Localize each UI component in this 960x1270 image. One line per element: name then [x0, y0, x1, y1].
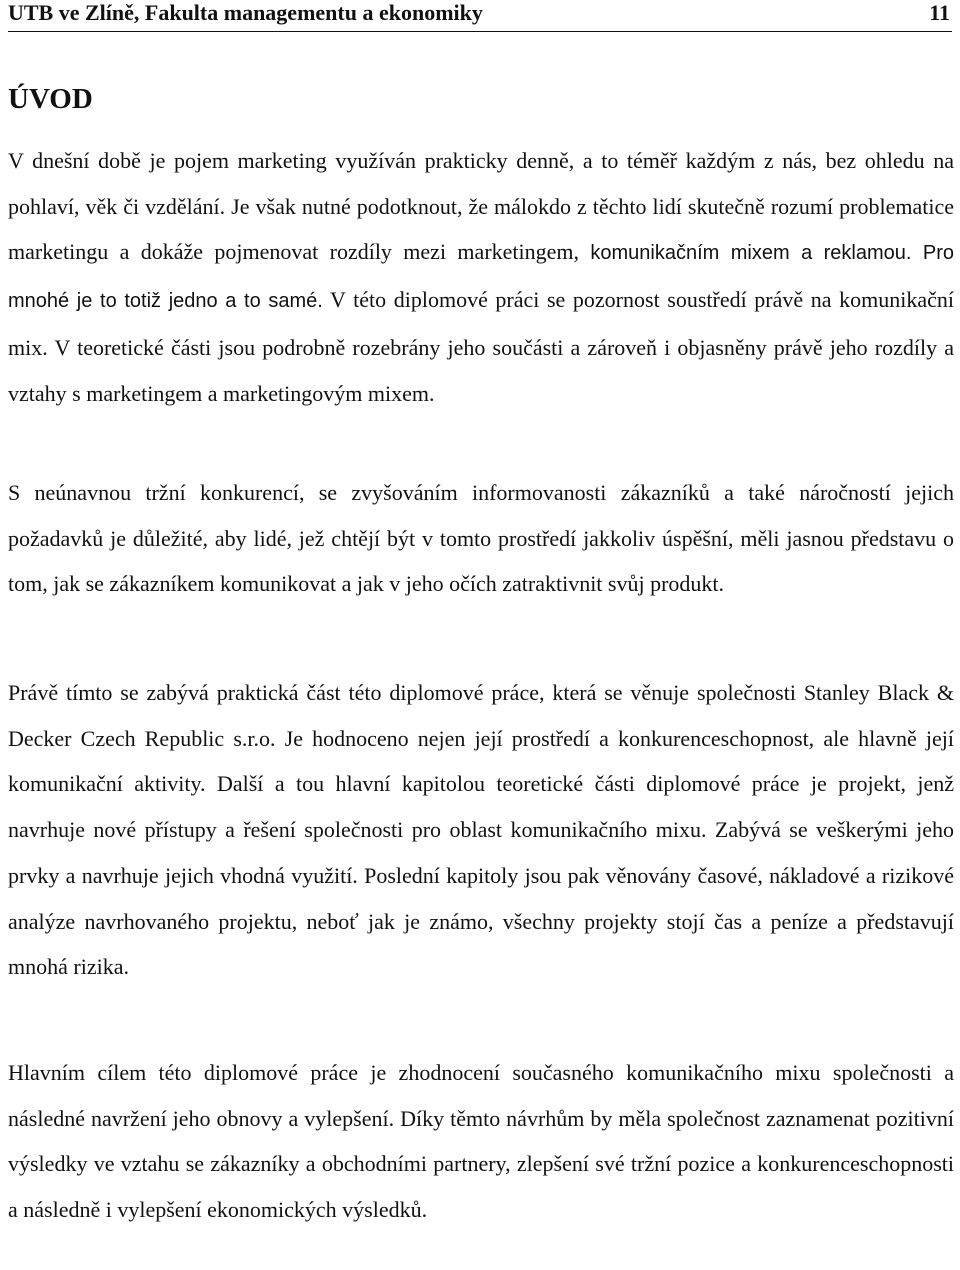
paragraph-intro-part-a: V dnešní době je pojem marketing využíván prakticky denně, a to téměř každým z nás, bez ohledu na pohlaví, věk či vzdělání. Je však nutné podotknout, že málokdo z těchto lidí skutečně rozumí problematice marketingu a dokáže pojmenovat rozdíly mezi marketingem, [8, 148, 954, 265]
section-heading: ÚVOD [8, 83, 93, 115]
page-header [8, 0, 952, 30]
paragraph-main-goal: Hlavním cílem této diplomové práce je zhodnocení současného komunikačního mixu společnosti a následné navržení jeho obnovy a vylepšení. Díky těmto návrhům by měla společnost zaznamenat pozitivní výsledky ve vztahu se zákazníky a obchodními partnery, zlepšení své tržní pozice a konkurenceschopnosti a následně i vylepšení ekonomických výsledků. [8, 1060, 954, 1223]
paragraph-intro [8, 138, 954, 416]
header-title: UTB ve Zlíně, Fakulta managementu a ekonomiky [8, 0, 483, 25]
paragraph-intro-part-b: komunikačním mixem a reklamou. Pro mnohé je to totiž jedno a to samé. [8, 242, 954, 313]
paragraph-practical-part: Právě tímto se zabývá praktická část této diplomové práce, která se věnuje společnosti Stanley Black & Decker Czech Republic s.r.o. Je hodnoceno nejen její prostředí a konkurenceschopnost, ale hlavně její komunikační aktivity. Další a tou hlavní kapitolou teoretické části diplomové práce je projekt, jenž navrhuje nové přístupy a řešení společnosti pro oblast komunikačního mixu. Zabývá se veškerými jeho prvky a navrhuje jejich vhodná využití. Poslední kapitoly jsou pak věnovány časové, nákladové a rizikové analýze navrhovaného projektu, neboť jak je známo, všechny projekty stojí čas a peníze a představují mnohá rizika. [8, 680, 954, 980]
paragraph-intro-part-c: V této diplomové práci se pozornost soustředí právě na komunikační mix. V teoretické části jsou podrobně rozebrány jeho součásti a zároveň i objasněny právě jeho rozdíly a vztahy s marketingem a marketingovým mixem. [8, 287, 954, 406]
paragraph-competition: S neúnavnou tržní konkurencí, se zvyšováním informovanosti zákazníků a také náročností jejich požadavků je důležité, aby lidé, jež chtějí být v tomto prostředí jakkoliv úspěšní, měli jasnou představu o tom, jak se zákazníkem komunikovat a jak v jeho očích zatraktivnit svůj produkt. [8, 480, 954, 597]
header-divider [8, 31, 952, 32]
page-number: 11 [929, 0, 950, 25]
